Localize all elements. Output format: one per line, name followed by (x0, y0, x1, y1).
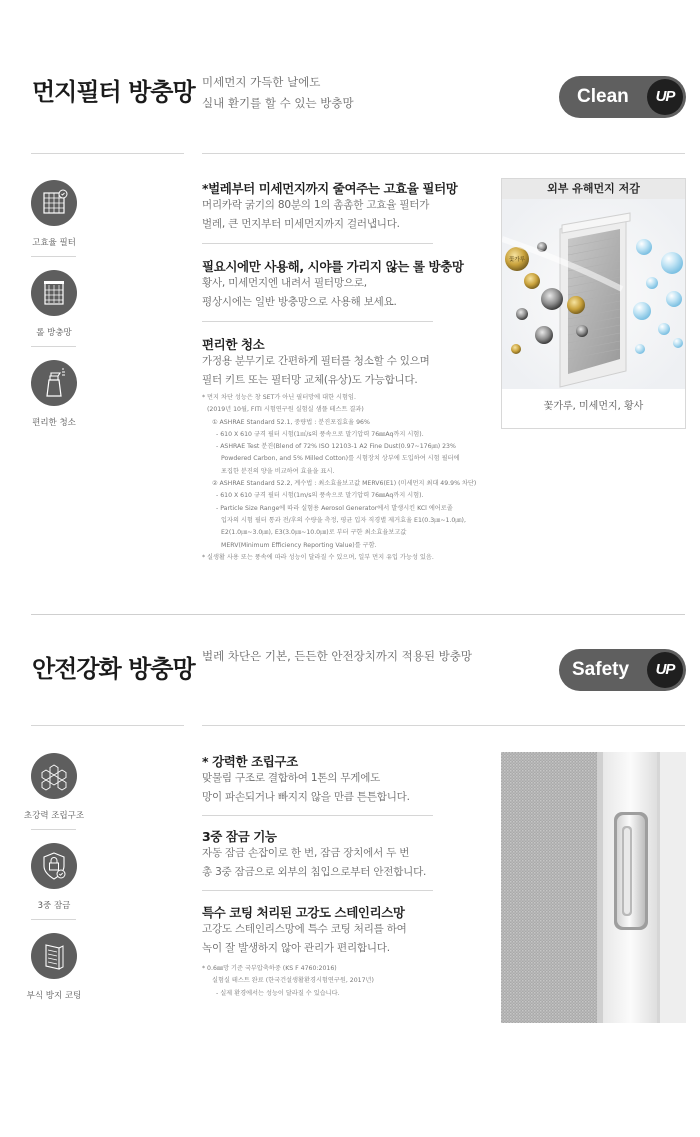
feature-title: *벌레부터 미세먼지까지 줄여주는 고효율 필터망 (202, 181, 458, 196)
intro-line: 벌레 차단은 기본, 든든한 안전장치까지 적용된 방충망 (202, 649, 472, 663)
icon-label: 편리한 청소 (32, 418, 76, 428)
filter-icon (31, 180, 77, 226)
divider (31, 829, 76, 830)
divider (31, 919, 76, 920)
badge-word: Safety (572, 659, 630, 680)
coating-sheet-icon (31, 933, 77, 979)
feature-body: 황사, 미세먼지엔 내려서 필터망으로, 평상시에는 일반 방충망으로 사용해 보세요. (202, 277, 397, 308)
illustration-caption: 꽃가루, 미세먼지, 황사 (543, 401, 644, 412)
feature-title: 필요시에만 사용해, 시야를 가리지 않는 롤 방충망 (202, 259, 464, 274)
divider (202, 243, 433, 244)
feature-body: 머리카락 굵기의 80분의 1의 촘촘한 고효율 필터가 벌레, 큰 먼지부터 미세먼지까지 걸러냅니다. (202, 199, 430, 230)
intro-line: 실내 환기를 할 수 있는 방충망 (202, 96, 354, 110)
illustration-header: 외부 유해먼지 저감 (502, 179, 685, 199)
clean-up-badge (559, 76, 686, 118)
divider (202, 153, 685, 154)
window-handle-image (501, 752, 686, 1023)
divider (202, 321, 433, 322)
section1-title: 먼지필터 방충망 (32, 78, 195, 106)
section1-intro (202, 72, 354, 114)
divider (202, 815, 433, 816)
divider (31, 725, 184, 726)
icon-label: 롤 방충망 (36, 328, 72, 338)
pollen-tag: 꽃가루 (509, 257, 525, 263)
test-notes: * 먼지 차단 성능은 창 SET가 아닌 필터망에 대한 시험임. (2019년 10월, FITI 시험연구원 실험실 샘플 테스트 결과) ① ASHRAE Standard 52.1, 중량법 : 분진포집효율 96% - 610 X 610 규격 필터 시험(1㎥/s의 풍속으로 말기압력 76㎜Aq까지 시험). - ASHRAE Test 분진(Blend of 72% ISO 12103-1 A2 Fine Dust(0.97~176㎛) 23% Powdered Carbon, and 5% Milled Cotton)를 시험장치 상부에 도입하여 시험 필터에 포집한 분진의 양을 비교하여 효율을 표시. ② ASHRAE Standard 52.2, 계수법 : 최소효율보고값 MERV6(E1) (미세먼지 최대 49.9% 차단) - 610 X 610 규격 필터 시험(1m/s의 풍속으로 말기압력 76㎜Aq까지 시험). - Particle Size Range에 따라 실험용 Aerosol Generator에서 발생시킨 KCl 에어로졸 입자의 시험 필터 통과 전/후의 수량을 측정, 평균 입자 직경별 제거효율 E1(0.3㎛~1.0㎛), E2(1.0㎛~3.0㎛), E3(3.0㎛~10.0㎛)로 부터 구한 최소효율보고값 MERV(Minimum Efficiency Reporting Value)를 구함. * 실생활 사용 또는 풍속에 따라 성능이 달라질 수 있으며, 일부 먼지 유입 가능성 있음. (202, 394, 477, 561)
dust-reduction-illustration (501, 178, 686, 429)
feature-title: 편리한 청소 (202, 337, 265, 352)
section-divider (31, 614, 685, 615)
badge-word: Clean (577, 86, 629, 107)
icon-label: 초강력 조립구조 (23, 811, 85, 821)
honeycomb-icon (31, 753, 77, 799)
lock-shield-icon (31, 843, 77, 889)
divider (202, 890, 433, 891)
roll-screen-icon (31, 270, 77, 316)
icon-label: 3중 잠금 (37, 901, 71, 911)
divider (202, 725, 685, 726)
intro-line: 미세먼지 가득한 날에도 (202, 75, 321, 89)
window-filter-image (502, 199, 685, 389)
section2-intro (202, 646, 472, 667)
feature-body: 가정용 분무기로 간편하게 필터를 청소할 수 있으며 필터 키트 또는 필터망 교체(유상)도 가능합니다. (202, 355, 430, 386)
feature-title: * 강력한 조립구조 (202, 754, 298, 769)
feature-title: 3중 잠금 기능 (202, 829, 277, 844)
feature-title: 특수 코팅 처리된 고강도 스테인리스망 (202, 905, 405, 920)
feature-body: 고강도 스테인리스망에 특수 코팅 처리를 하여 녹이 잘 발생하지 않아 관리가 편리합니다. (202, 923, 407, 954)
feature-body: 자동 잠금 손잡이로 한 번, 잠금 장치에서 두 번 총 3중 잠금으로 외부의 침입으로부터 안전합니다. (202, 847, 427, 878)
safety-up-badge (559, 649, 686, 691)
section2-title: 안전강화 방충망 (32, 655, 195, 683)
test-notes: * 0.6㎜망 기준 국부압축하중 (KS F 4760:2016) 실험실 테스트 완료 (한국건설생활환경시험연구원, 2017년) - 실제 환경에서는 성능이 달라질 수 있습니다. (202, 965, 374, 997)
up-mark-icon: UP (647, 79, 683, 115)
divider (31, 256, 76, 257)
spray-bottle-icon (31, 360, 77, 406)
divider (31, 153, 184, 154)
divider (31, 346, 76, 347)
feature-body: 맞물림 구조로 결합하여 1톤의 무게에도 망이 파손되거나 빠지지 않을 만큼 튼튼합니다. (202, 772, 410, 803)
icon-label: 고효율 필터 (32, 238, 76, 248)
up-mark-icon: UP (647, 652, 683, 688)
icon-label: 부식 방지 코팅 (26, 991, 82, 1001)
